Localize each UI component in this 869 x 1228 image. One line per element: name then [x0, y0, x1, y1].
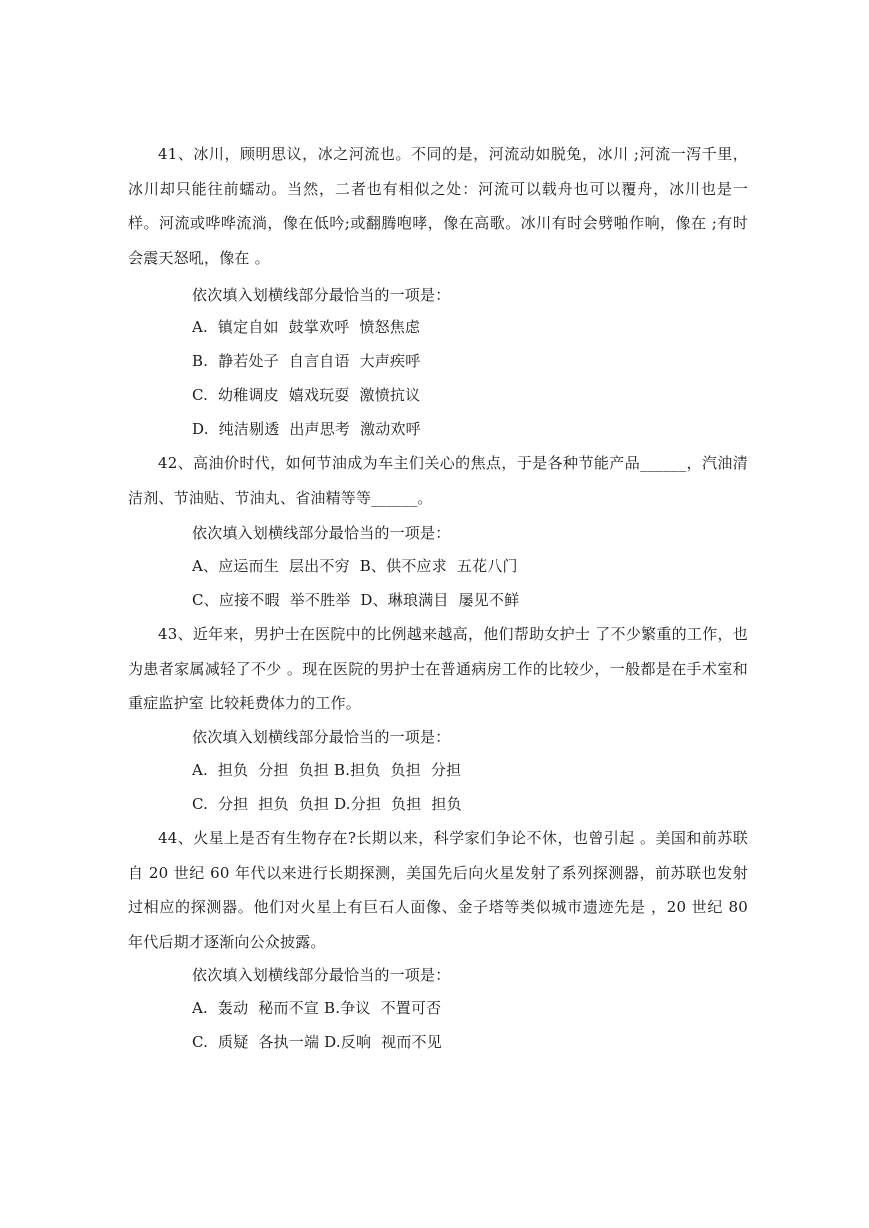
question-44-options-cd: C. 质疑 各执一端 D.反响 视而不见	[192, 1033, 442, 1051]
question-42-stem-block	[128, 446, 748, 515]
question-44-stem-block	[128, 821, 748, 959]
question-42-stem: 42、高油价时代，如何节油成为车主们关心的焦点，于是各种节能产品______，汽油清洁剂、节油贴、节油丸、省油精等等______。	[128, 454, 748, 507]
question-41-option-a: A. 镇定自如 鼓掌欢呼 愤怒焦虑	[192, 318, 421, 336]
question-43-prompt: 依次填入划横线部分最恰当的一项是：	[192, 728, 451, 746]
question-41-option-c: C. 幼稚调皮 嬉戏玩耍 激愤抗议	[192, 386, 421, 404]
question-41-stem: 41、冰川，顾明思议，冰之河流也。不同的是，河流动如脱兔，冰川 ;河流一泻千里，冰川却只能往前蠕动。当然，二者也有相似之处：河流可以载舟也可以覆舟，冰川也是一样。河流或哗哗流淌，像在低吟;或翻腾咆哮，像在高歌。冰川有时会劈啪作响，像在 ;有时会震天怒吼，像在 。	[128, 145, 748, 267]
question-42-options-ab: A、应运而生 层出不穷 B、供不应求 五花八门	[192, 557, 518, 575]
question-41-option-d: D. 纯洁剔透 出声思考 激动欢呼	[192, 420, 421, 438]
question-43-stem-block	[128, 617, 748, 721]
question-44-stem: 44、火星上是否有生物存在?长期以来，科学家们争论不休，也曾引起 。美国和前苏联自 20 世纪 60 年代以来进行长期探测，美国先后向火星发射了系列探测器，前苏联也发射过相应的探测器。他们对火星上有巨石人面像、金子塔等类似城市遗迹先是 ，20 世纪 80 年代后期才逐渐向公众披露。	[128, 829, 748, 951]
question-41-prompt: 依次填入划横线部分最恰当的一项是：	[192, 286, 451, 304]
question-41-stem-block	[128, 137, 748, 275]
question-42-options-cd: C、应接不暇 举不胜举 D、琳琅满目 屡见不鲜	[192, 591, 520, 609]
question-43-stem: 43、近年来，男护士在医院中的比例越来越高，他们帮助女护士 了不少繁重的工作，也为患者家属减轻了不少 。现在医院的男护士在普通病房工作的比较少，一般都是在手术室和重症监护室 比较耗费体力的工作。	[128, 625, 748, 712]
question-43-options-cd: C. 分担 担负 负担 D.分担 负担 担负	[192, 795, 462, 813]
question-42-prompt: 依次填入划横线部分最恰当的一项是：	[192, 524, 451, 542]
question-44-options-ab: A. 轰动 秘而不宣 B.争议 不置可否	[192, 999, 442, 1017]
question-44-prompt: 依次填入划横线部分最恰当的一项是：	[192, 966, 451, 984]
question-41-option-b: B. 静若处子 自言自语 大声疾呼	[192, 352, 421, 370]
question-43-options-ab: A. 担负 分担 负担 B.担负 负担 分担	[192, 761, 462, 779]
